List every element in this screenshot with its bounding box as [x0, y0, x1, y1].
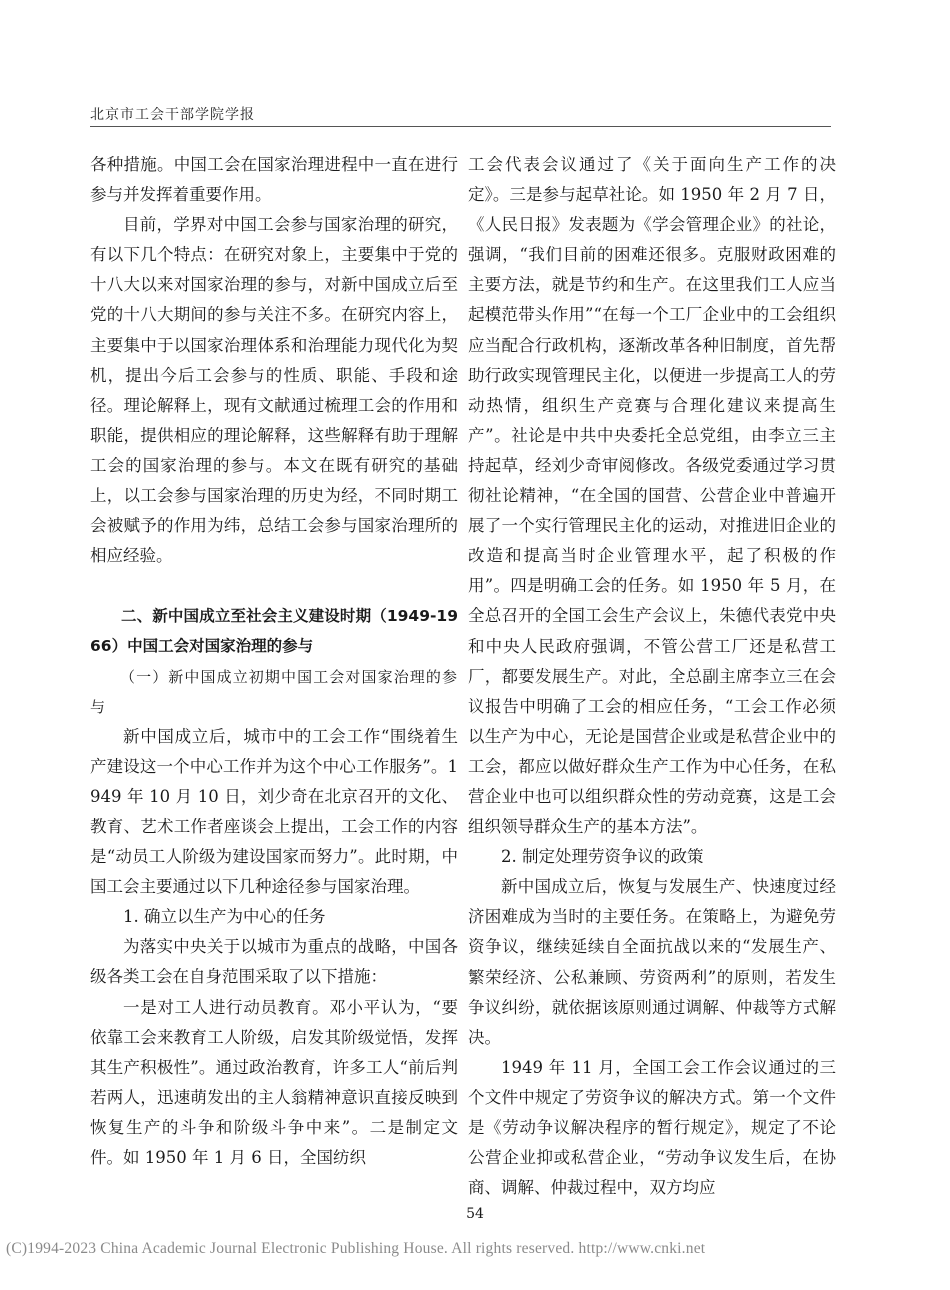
item-heading: 2. 制定处理劳资争议的政策 [501, 847, 704, 867]
paragraph: 工会代表会议通过了《关于面向生产工作的决定》。三是参与起草社论。如 1950 年 2 月 7 日，《人民日报》发表题为《学会管理企业》的社论，强调，“我们目前的困难还很多。克服财政困难的主要方法，就是节约和生产。在这里我们工人应当起模范带头作用”“在每一个工厂企业中的工会组织应当配合行政机构，逐渐改革各种旧制度，首先帮助行政实现管理民主化，以便进一步提高工人的劳动热情，组织生产竞赛与合理化建议来提高生产”。社论是中共中央委托全总党组，由李立三主持起草，经刘少奇审阅修改。各级党委通过学习贯彻社论精神，“在全国的国营、公营企业中普遍开展了一个实行管理民主化的运动，对推进旧企业的改造和提高当时企业管理水平，起了积极的作用”。四是明确工会的任务。如 1950 年 5 月，在全总召开的全国工会生产会议上，朱德代表党中央和中央人民政府强调，不管公营工厂还是私营工厂，都要发展生产。对此，全总副主席李立三在会议报告中明确了工会的相应任务，“工会工作必须以生产为中心，无论是国营企业或是私营企业中的工会，都应以做好群众生产工作为中心任务，在私营企业中也可以组织群众性的劳动竞赛，这是工会组织领导群众生产的基本方法”。 [468, 155, 836, 837]
paragraph: 新中国成立后，恢复与发展生产、快速度过经济困难成为当时的主要任务。在策略上，为避免劳资争议，继续延续自全面抗战以来的“发展生产、繁荣经济、公私兼顾、劳资两利”的原则，若发生争议纠纷，就依据该原则通过调解、仲裁等方式解决。 [468, 877, 836, 1047]
section-heading: 二、新中国成立至社会主义建设时期（1949-1966）中国工会对国家治理的参与 [90, 607, 458, 656]
subsection-heading: （一）新中国成立初期中国工会对国家治理的参与 [90, 667, 458, 716]
copyright-footer: (C)1994-2023 China Academic Journal Electronic Publishing House. All rights reserved. http://www.cnki.net [6, 1240, 706, 1257]
page-number: 54 [466, 1206, 484, 1222]
journal-header: 北京市工会干部学院学报 [90, 107, 255, 123]
paragraph: 新中国成立后，城市中的工会工作“围绕着生产建设这一个中心工作并为这个中心工作服务”。1949 年 10 月 10 日，刘少奇在北京召开的文化、教育、艺术工作者座谈会上提出，工会工作的内容是“动员工人阶级为建设国家而努力”。此时期，中国工会主要通过以下几种途径参与国家治理。 [90, 726, 458, 897]
paragraph: 目前，学界对中国工会参与国家治理的研究，有以下几个特点：在研究对象上，主要集中于党的十八大以来对国家治理的参与，对新中国成立后至党的十八大期间的参与关注不多。在研究内容上，主要集中于以国家治理体系和治理能力现代化为契机，提出今后工会参与的性质、职能、手段和途径。理论解释上，现有文献通过梳理工会的作用和职能，提供相应的理论解释，这些解释有助于理解工会的国家治理的参与。本文在既有研究的基础上，以工会参与国家治理的历史为经，不同时期工会被赋予的作用为纬，总结工会参与国家治理所的相应经验。 [90, 215, 458, 566]
section-gap [90, 571, 458, 601]
right-column [468, 150, 836, 1203]
left-column [90, 150, 458, 1173]
paragraph: 各种措施。中国工会在国家治理进程中一直在进行参与并发挥着重要作用。 [90, 155, 458, 205]
header-rule [90, 126, 831, 127]
paragraph: 一是对工人进行动员教育。邓小平认为，“要依靠工会来教育工人阶级，启发其阶级觉悟，发挥其生产积极性”。通过政治教育，许多工人“前后判若两人，迅速萌发出的主人翁精神意识直接反映到恢复生产的斗争和阶级斗争中来”。二是制定文件。如 1950 年 1 月 6 日，全国纺织 [90, 997, 458, 1167]
paragraph: 1949 年 11 月，全国工会工作会议通过的三个文件中规定了劳资争议的解决方式。第一个文件是《劳动争议解决程序的暂行规定》，规定了不论公营企业抑或私营企业，“劳动争议发生后，在协商、调解、仲裁过程中，双方均应 [468, 1057, 836, 1198]
paragraph: 为落实中央关于以城市为重点的战略，中国各级各类工会在自身范围采取了以下措施： [90, 937, 458, 987]
item-heading: 1. 确立以生产为中心的任务 [123, 907, 326, 927]
